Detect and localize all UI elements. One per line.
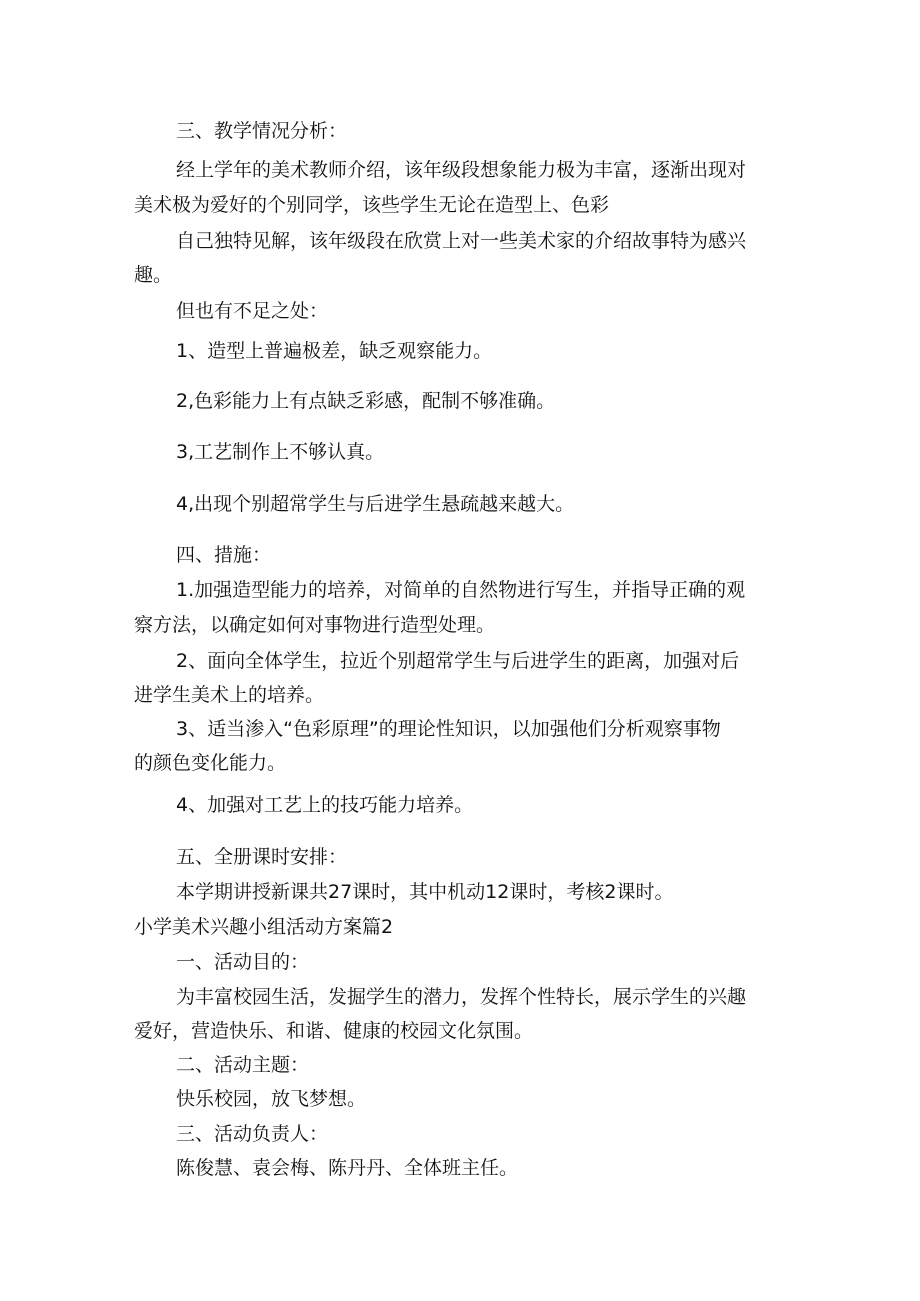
paragraph-line: 趣。 [134, 264, 173, 286]
list-item: 3、适当渗入“色彩原理”的理论性知识，以加强他们分析观察事物 [176, 718, 721, 740]
list-item: 2,色彩能力上有点缺乏彩感，配制不够准确。 [176, 390, 556, 412]
paragraph-line: 爱好，营造快乐、和谐、健康的校园文化氛围。 [134, 1020, 534, 1042]
paragraph-line: 经上学年的美术教师介绍，该年级段想象能力极为丰富，逐渐出现对 [176, 159, 747, 181]
paragraph-line: 本学期讲授新课共27课时，其中机动12课时，考核2课时。 [176, 881, 674, 903]
section-heading-purpose: 一、活动目的： [176, 951, 310, 973]
section-heading-measures: 四、措施： [176, 544, 272, 566]
list-item: 4、加强对工艺上的技巧能力培养。 [176, 794, 474, 816]
list-item: 3,工艺制作上不够认真。 [176, 441, 385, 463]
section-heading-teaching-analysis: 三、教学情况分析： [176, 120, 348, 142]
paragraph-line: 进学生美术上的培养。 [134, 684, 325, 706]
paragraph-line: 但也有不足之处： [176, 300, 329, 322]
paragraph-line: 快乐校园，放飞梦想。 [176, 1088, 367, 1110]
list-item: 1.加强造型能力的培养，对简单的自然物进行写生，并指导正确的观 [176, 579, 746, 601]
list-item: 2、面向全体学生，拉近个别超常学生与后进学生的距离，加强对后 [176, 650, 740, 672]
paragraph-line: 陈俊慧、袁会梅、陈丹丹、全体班主任。 [176, 1157, 519, 1179]
paragraph-line: 察方法，以确定如何对事物进行造型处理。 [134, 614, 496, 636]
section-heading-schedule: 五、全册课时安排： [176, 846, 348, 868]
list-item: 1、造型上普遍极差，缺乏观察能力。 [176, 340, 493, 362]
section-heading-theme: 二、活动主题： [176, 1054, 310, 1076]
list-item: 4,出现个别超常学生与后进学生悬疏越来越大。 [176, 493, 575, 515]
paragraph-line: 的颜色变化能力。 [134, 752, 287, 774]
section-heading-leaders: 三、活动负责人： [176, 1123, 329, 1145]
paragraph-line: 自己独特见解，该年级段在欣赏上对一些美术家的介绍故事特为感兴 [176, 230, 747, 252]
paragraph-line: 美术极为爱好的个别同学，该些学生无论在造型上、色彩 [134, 194, 610, 216]
paragraph-line: 为丰富校园生活，发掘学生的潜力，发挥个性特长，展示学生的兴趣 [176, 986, 747, 1008]
article-title: 小学美术兴趣小组活动方案篇2 [134, 916, 394, 938]
